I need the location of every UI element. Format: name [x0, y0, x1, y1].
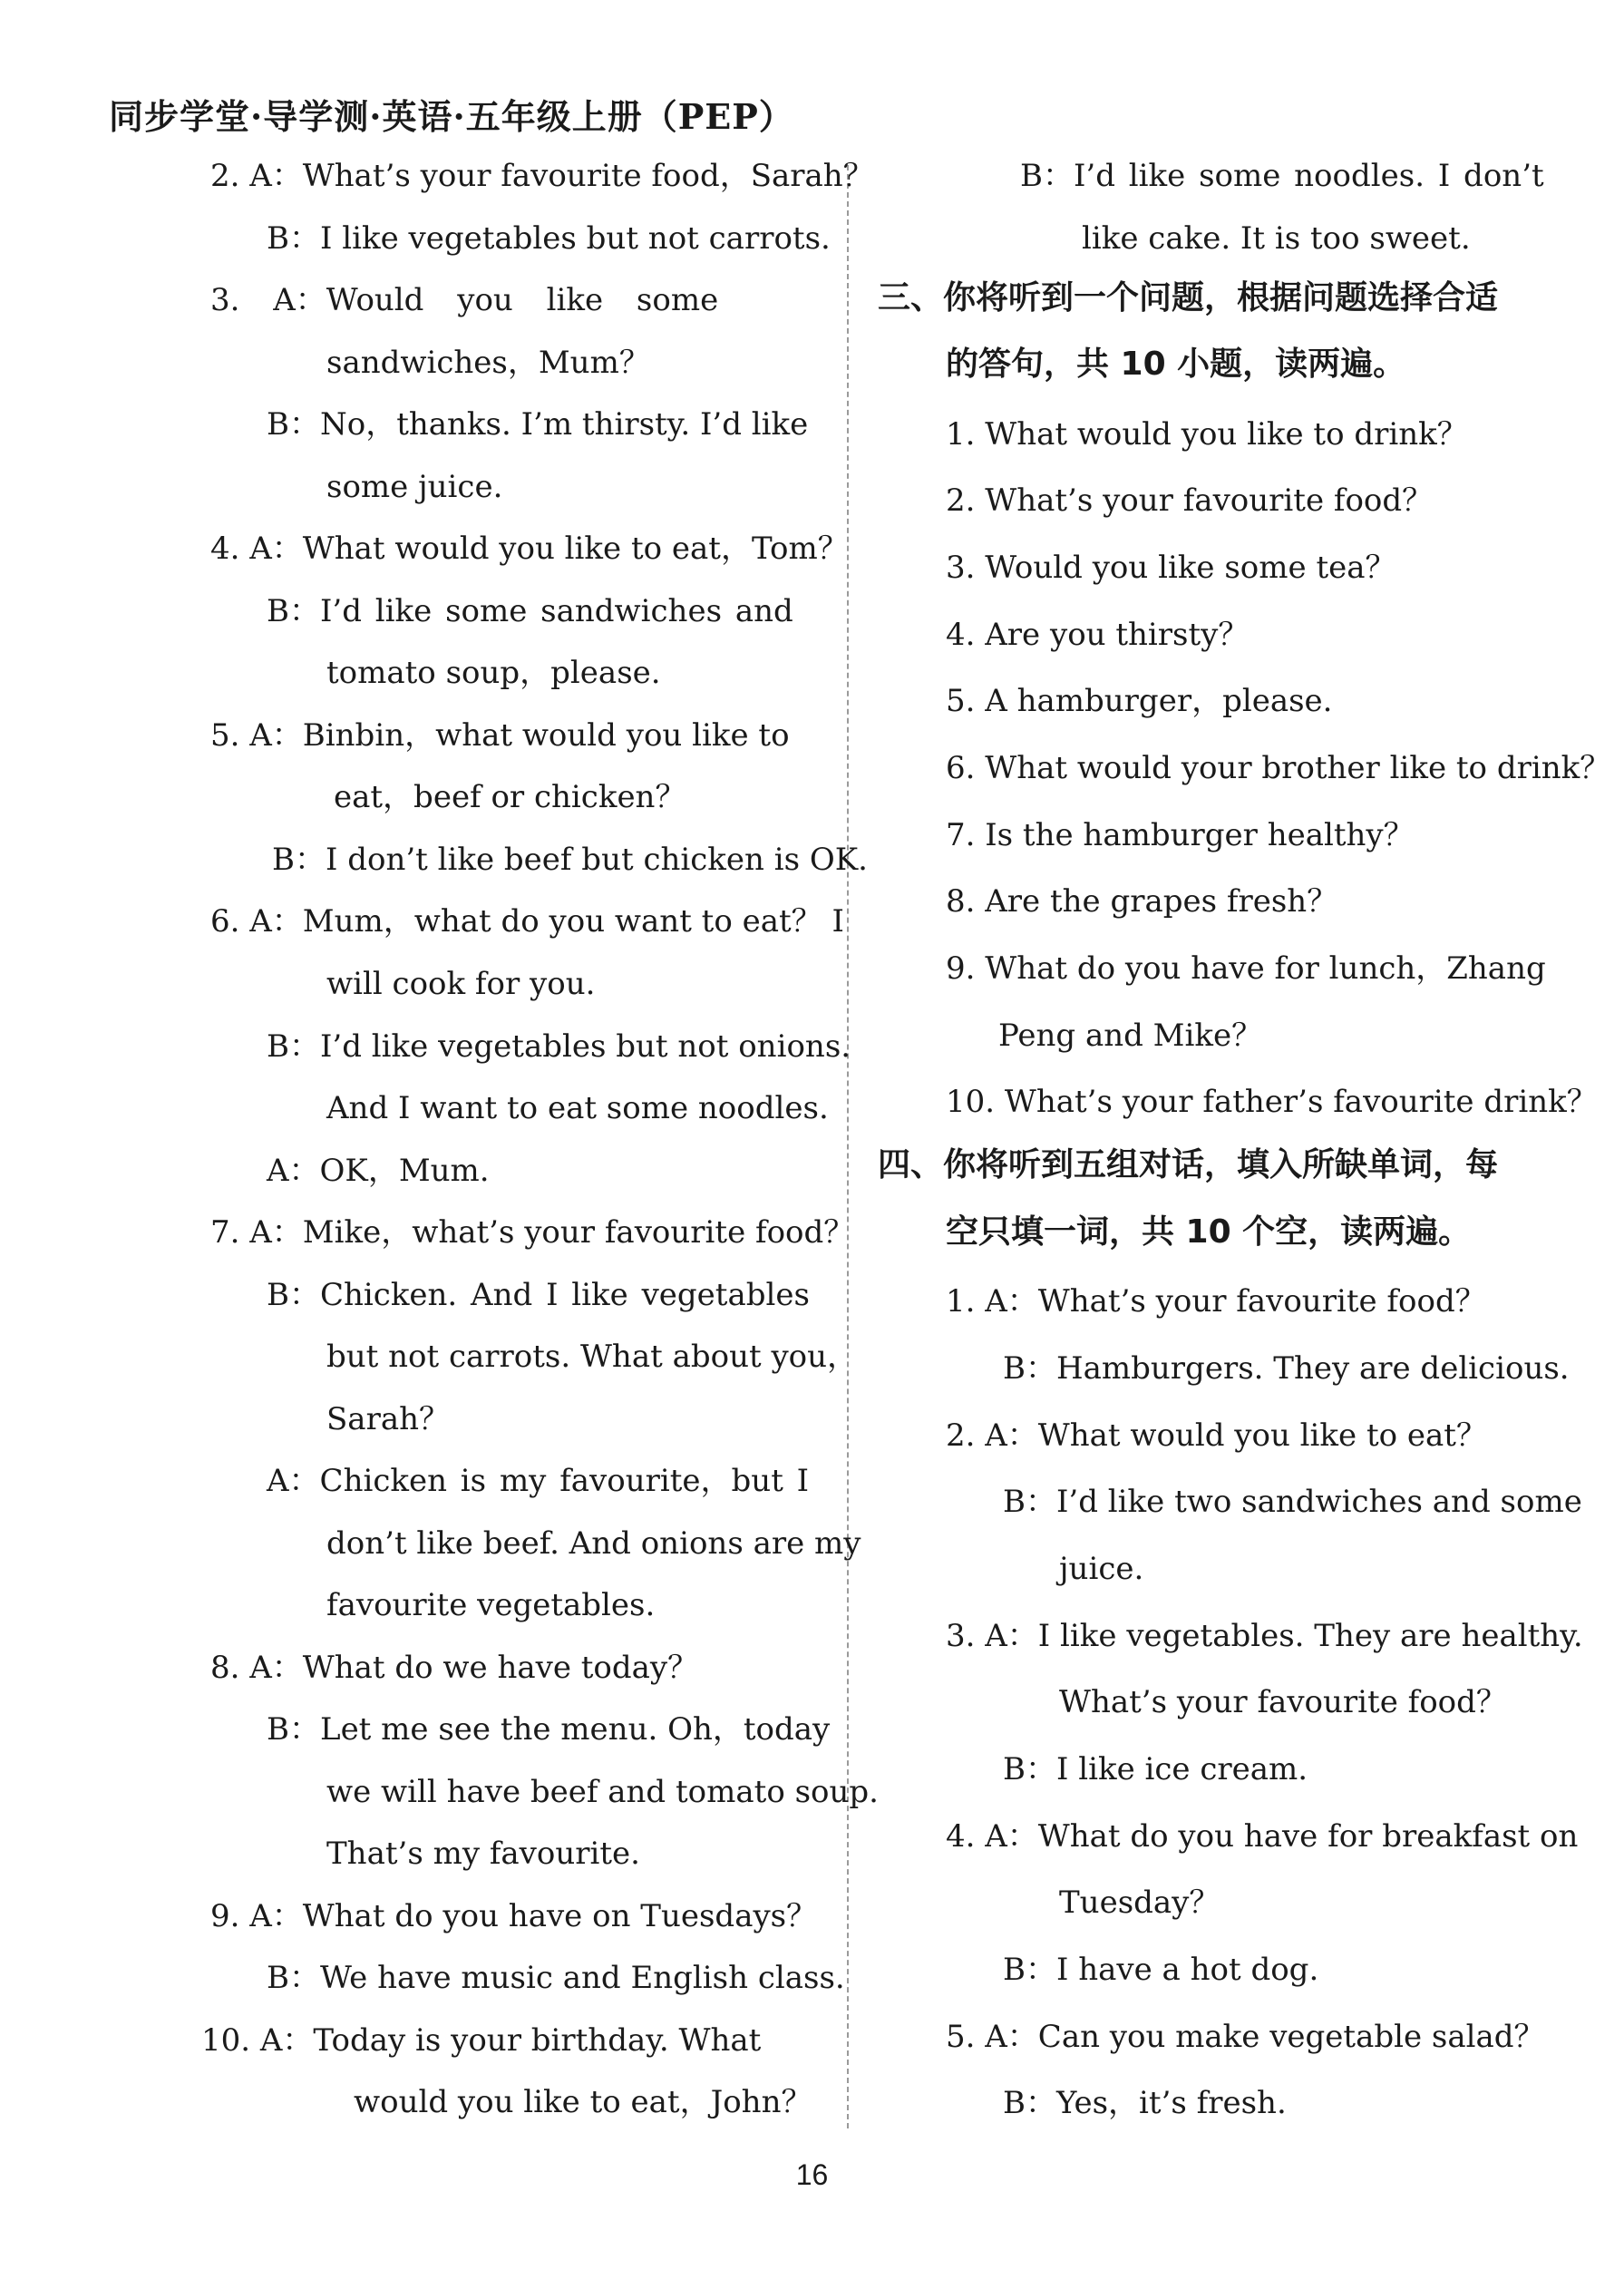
question-item: 1. What would you like to drink？	[946, 416, 1468, 453]
section-heading: 的答句，共 10 小题，读两遍。	[946, 346, 1406, 383]
left-line: 5. A：Binbin，what would you like to	[210, 717, 790, 754]
left-line: eat，beef or chicken？	[334, 779, 686, 815]
dialogue-line: What’s your favourite food？	[1059, 1684, 1507, 1720]
page-number: 16	[795, 2158, 829, 2191]
left-line: 6. A：Mum，what do you want to eat？ I	[210, 903, 844, 940]
column-divider	[847, 165, 849, 2128]
left-line: we will have beef and tomato soup.	[326, 1774, 879, 1810]
dialogue-line: B：Yes，it’s fresh.	[1003, 2085, 1287, 2121]
left-line: B：I don’t like beef but chicken is OK.	[272, 842, 868, 878]
dialogue-line: 3. A：I like vegetables. They are healthy.	[946, 1618, 1583, 1654]
left-line: but not carrots. What about you，	[326, 1339, 859, 1375]
left-line: some juice.	[326, 469, 503, 505]
question-item: 3. Would you like some tea？	[946, 550, 1396, 586]
left-line: B：I’d like some sandwiches and	[267, 593, 793, 629]
left-line: don’t like beef. And onions are my	[326, 1525, 861, 1562]
left-line: 3. A：Would you like some	[210, 282, 719, 318]
left-line: B：I like vegetables but not carrots.	[267, 220, 831, 257]
left-line: 8. A：What do we have today？	[210, 1650, 699, 1686]
right-line: B：I’d like some noodles. I don’t	[1020, 158, 1544, 194]
section-heading: 四、你将听到五组对话，填入所缺单词，每	[878, 1146, 1499, 1183]
left-line: 4. A：What would you like to eat，Tom？	[210, 531, 849, 567]
left-line: B：Chicken. And I like vegetables	[267, 1277, 810, 1313]
left-line: 9. A：What do you have on Tuesdays？	[210, 1898, 818, 1934]
question-item: 10. What’s your father’s favourite drink？	[946, 1084, 1598, 1120]
question-item: 4. Are you thirsty？	[946, 617, 1250, 653]
running-header: 同步学堂·导学测·英语·五年级上册（PEP）	[109, 96, 794, 137]
question-item: 2. What’s your favourite food？	[946, 482, 1434, 519]
question-item: Peng and Mike？	[998, 1018, 1263, 1054]
section-heading: 空只填一词，共 10 个空，读两遍。	[946, 1213, 1472, 1251]
left-line: A：Chicken is my favourite，but I	[267, 1463, 810, 1499]
section-heading: 三、你将听到一个问题，根据问题选择合适	[878, 279, 1499, 317]
dialogue-line: 1. A：What’s your favourite food？	[946, 1283, 1486, 1320]
right-line: like cake. It is too sweet.	[1082, 220, 1471, 257]
left-line: 7. A：Mike，what’s your favourite food？	[210, 1214, 855, 1251]
dialogue-line: 4. A：What do you have for breakfast on	[946, 1818, 1579, 1855]
question-item: 5. A hamburger，please.	[946, 683, 1333, 719]
dialogue-line: Tuesday？	[1059, 1885, 1220, 1921]
left-line: will cook for you.	[326, 966, 596, 1002]
dialogue-line: 5. A：Can you make vegetable salad？	[946, 2019, 1545, 2055]
left-line: favourite vegetables.	[326, 1587, 656, 1623]
left-line: tomato soup，please.	[326, 655, 661, 691]
left-line: 2. A：What’s your favourite food，Sarah？	[210, 158, 874, 194]
left-line: Sarah？	[326, 1401, 450, 1437]
left-line: 10. A：Today is your birthday. What	[201, 2022, 762, 2059]
dialogue-line: juice.	[1059, 1551, 1144, 1587]
dialogue-line: 2. A：What would you like to eat？	[946, 1417, 1487, 1454]
question-item: 8. Are the grapes fresh？	[946, 883, 1338, 920]
dialogue-line: B：Hamburgers. They are delicious.	[1003, 1350, 1570, 1387]
left-line: That’s my favourite.	[326, 1836, 640, 1872]
left-line: And I want to eat some noodles.	[326, 1090, 829, 1126]
dialogue-line: B：I like ice cream.	[1003, 1751, 1308, 1787]
left-line: A：OK，Mum.	[267, 1153, 490, 1189]
left-line: B：We have music and English class.	[267, 1960, 845, 1996]
question-item: 6. What would your brother like to drink？	[946, 750, 1611, 786]
left-line: B：No，thanks. I’m thirsty. I’d like	[267, 406, 809, 443]
left-line: B：Let me see the menu. Oh，today	[267, 1711, 831, 1748]
left-line: would you like to eat，John？	[354, 2084, 812, 2120]
question-item: 7. Is the hamburger healthy？	[946, 817, 1415, 853]
dialogue-line: B：I have a hot dog.	[1003, 1952, 1319, 1988]
left-line: sandwiches，Mum？	[326, 345, 650, 381]
question-item: 9. What do you have for lunch，Zhang	[946, 950, 1546, 987]
dialogue-line: B：I’d like two sandwiches and some	[1003, 1484, 1582, 1520]
left-line: B：I’d like vegetables but not onions.	[267, 1028, 851, 1065]
